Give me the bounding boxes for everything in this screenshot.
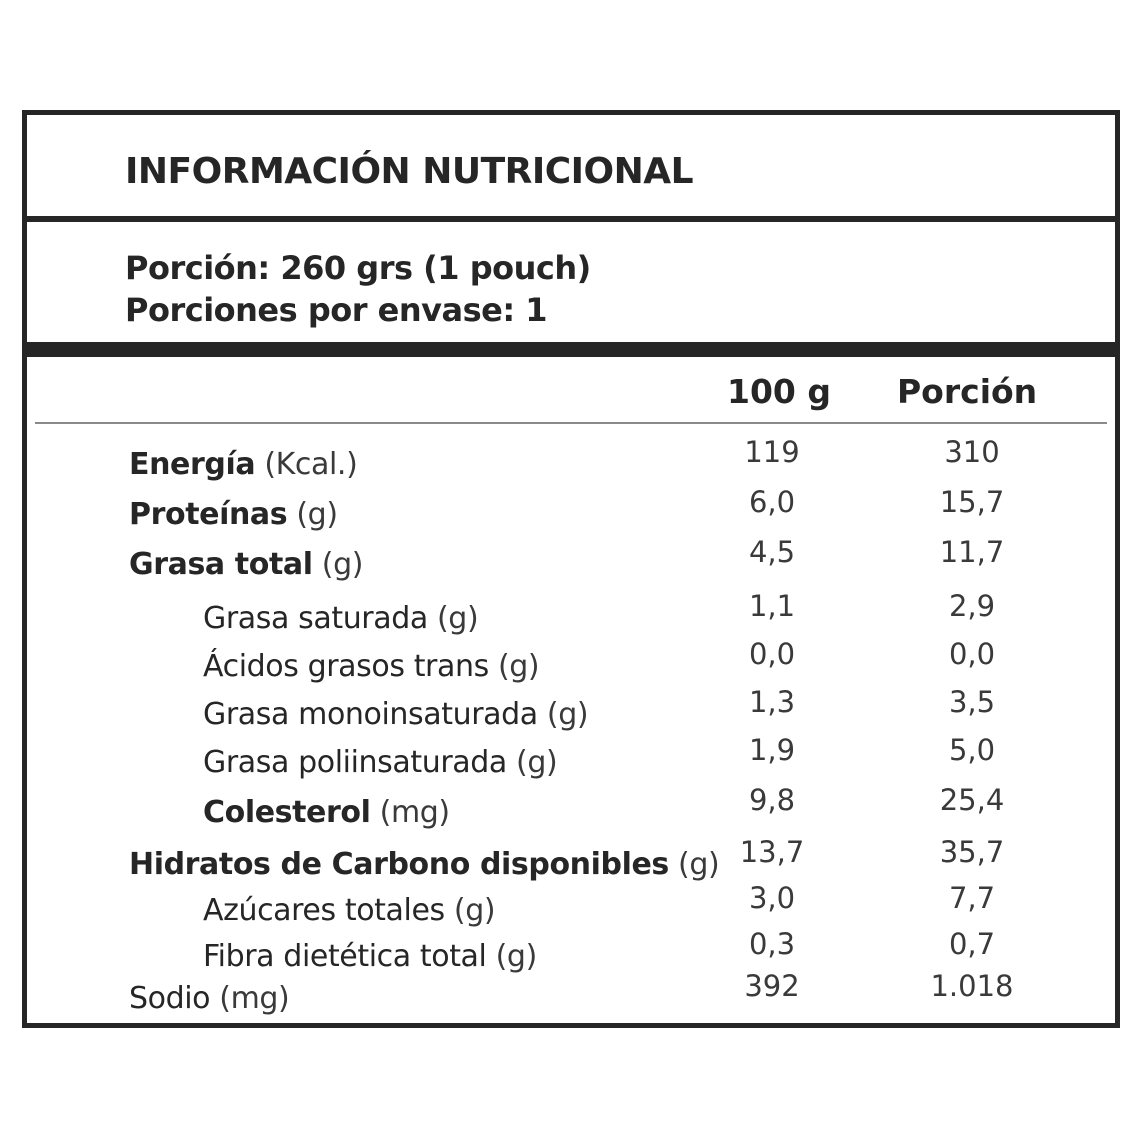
nutrient-unit: (g)	[287, 497, 338, 532]
nutrient-name	[203, 697, 588, 732]
nutrient-unit: (g)	[537, 697, 589, 732]
nutrient-label: Grasa monoinsaturada	[203, 697, 538, 732]
divider	[27, 216, 1115, 222]
label-title: INFORMACIÓN NUTRICIONAL	[125, 151, 694, 192]
nutrient-unit: (g)	[488, 649, 540, 684]
value-portion: 25,4	[939, 783, 1005, 817]
nutrient-name	[129, 981, 289, 1016]
nutrient-label: Proteínas	[129, 497, 288, 532]
nutrient-label: Colesterol	[203, 795, 371, 830]
value-portion: 2,9	[948, 589, 996, 623]
nutrient-name	[203, 893, 495, 928]
value-100g: 119	[744, 435, 800, 469]
nutrient-row	[27, 733, 1115, 787]
nutrient-name	[203, 745, 557, 780]
value-100g: 9,8	[748, 783, 796, 817]
nutrient-row	[27, 969, 1115, 1023]
value-portion: 0,0	[948, 637, 996, 671]
value-100g: 1,9	[748, 733, 796, 767]
servings-per-container: Porciones por envase: 1	[125, 291, 548, 329]
nutrient-label: Sodio	[129, 981, 211, 1016]
column-header-100g: 100 g	[727, 372, 831, 411]
nutrient-unit: (mg)	[210, 981, 290, 1016]
nutrient-unit: (g)	[312, 547, 364, 582]
nutrient-name	[203, 795, 450, 830]
nutrient-name	[129, 847, 719, 882]
value-100g: 0,3	[748, 927, 796, 961]
value-100g: 1,1	[748, 589, 796, 623]
value-100g: 6,0	[748, 485, 796, 519]
nutrient-label: Fibra dietética total	[203, 939, 487, 974]
value-portion: 3,5	[948, 685, 996, 719]
nutrient-label: Ácidos grasos trans	[203, 649, 489, 684]
nutrient-label: Grasa total	[129, 547, 313, 582]
value-portion: 35,7	[939, 835, 1005, 869]
value-100g: 3,0	[748, 881, 796, 915]
nutrient-unit: (mg)	[370, 795, 450, 830]
header-divider	[35, 422, 1107, 424]
nutrient-name	[129, 547, 363, 582]
value-portion: 310	[944, 435, 1000, 469]
value-100g: 392	[744, 969, 800, 1003]
nutrient-label: Grasa saturada	[203, 601, 428, 636]
value-100g: 4,5	[748, 535, 796, 569]
nutrient-name	[203, 649, 539, 684]
nutrient-name	[203, 939, 537, 974]
serving-size: Porción: 260 grs (1 pouch)	[125, 249, 591, 287]
nutrient-name	[129, 447, 357, 482]
value-portion: 11,7	[939, 535, 1005, 569]
nutrient-unit: (Kcal.)	[255, 447, 358, 482]
nutrient-row	[27, 783, 1115, 837]
nutrient-name	[129, 497, 338, 532]
nutrient-label: Grasa poliinsaturada	[203, 745, 507, 780]
value-portion: 7,7	[948, 881, 996, 915]
nutrient-row	[27, 485, 1115, 539]
nutrient-unit: (g)	[668, 847, 720, 882]
value-100g: 0,0	[748, 637, 796, 671]
nutrient-unit: (g)	[444, 893, 496, 928]
nutrient-label: Hidratos de Carbono disponibles	[129, 847, 669, 882]
thick-divider	[27, 342, 1115, 357]
value-100g: 1,3	[748, 685, 796, 719]
value-portion: 15,7	[939, 485, 1005, 519]
value-portion: 5,0	[948, 733, 996, 767]
value-portion: 1.018	[930, 969, 1014, 1003]
nutrient-label: Azúcares totales	[203, 893, 445, 928]
nutrient-row	[27, 535, 1115, 589]
nutrient-unit: (g)	[486, 939, 537, 974]
column-header-portion: Porción	[897, 372, 1038, 411]
value-100g: 13,7	[739, 835, 805, 869]
nutrient-unit: (g)	[506, 745, 558, 780]
nutrition-facts-label	[22, 110, 1120, 1028]
nutrient-unit: (g)	[427, 601, 479, 636]
nutrient-label: Energía	[129, 447, 256, 482]
value-portion: 0,7	[948, 927, 996, 961]
nutrient-row	[27, 435, 1115, 489]
nutrient-name	[203, 601, 478, 636]
